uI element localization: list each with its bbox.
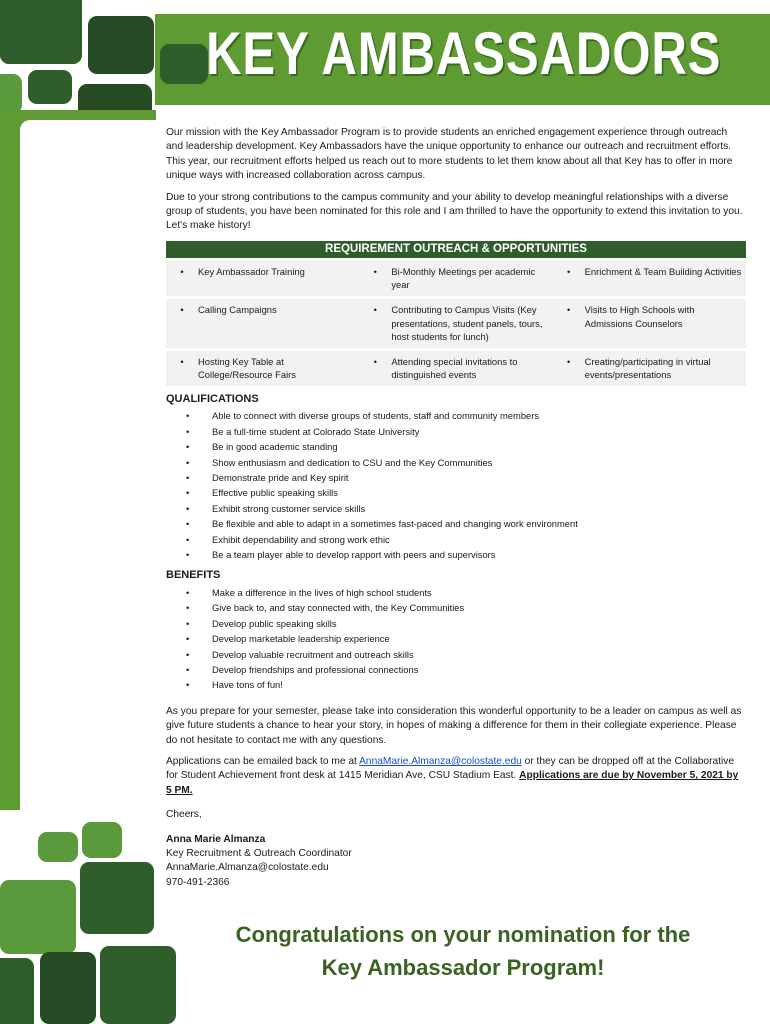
email-link[interactable]: AnnaMarie.Almanza@colostate.edu — [359, 755, 522, 767]
signature-role: Key Recruitment & Outreach Coordinator — [166, 847, 352, 859]
decor-square — [0, 880, 76, 954]
application-instructions: Applications can be emailed back to me at AnnaMarie.Almanza@colostate.edu or they can be dropped off at the Collaborative for Student Achievement front desk at 1415 Meridian Ave, CSU Stadium East. Applications are due by November 5, 2021 by 5 PM. — [166, 755, 739, 796]
list-item: • Able to connect with diverse groups of students, staff and community members — [186, 410, 540, 422]
decor-square — [82, 822, 122, 858]
list-item: • Be a team player able to develop rapport with peers and supervisors — [186, 549, 496, 561]
qualifications-title: QUALIFICATIONS — [166, 393, 259, 405]
decor-square — [88, 16, 154, 74]
requirements-table — [166, 258, 746, 389]
table-cell: • Contributing to Campus Visits (Key presentations, student panels, tours, host students for lunch) — [359, 299, 552, 348]
table-cell: • Bi-Monthly Meetings per academic year — [359, 261, 552, 296]
decor-square — [40, 952, 96, 1024]
list-item: • Show enthusiasm and dedication to CSU and the Key Communities — [186, 456, 493, 468]
intro-paragraph-2: Due to your strong contributions to the campus community and your ability to develop meaningful relationships with a diverse group of students, you have been nominated for this role and I am thrilled to have the opportunity to extend this invitation to you. Let's make history! — [166, 191, 743, 232]
list-item: • Develop valuable recruitment and outreach skills — [186, 648, 414, 660]
deadline-text: Applications are due by November 5, 2021 by 5 PM. — [166, 770, 739, 796]
decor-square — [160, 44, 208, 84]
cheers-text: Cheers, — [166, 809, 202, 821]
intro-paragraph-1: Our mission with the Key Ambassador Program is to provide students an enriched engagement experience through outreach and leadership development. Key Ambassadors have the unique opportunity to enhance our outreach and recruitment efforts. This year, our recruitment efforts helped us reach out to more students to let them know about all that Key has to offer in more unique ways with increased collaboration across campus. — [166, 127, 733, 182]
table-row — [166, 351, 746, 386]
table-cell: • Calling Campaigns — [166, 299, 359, 348]
list-item: • Develop marketable leadership experience — [186, 633, 390, 645]
congrats-line-1: Congratulations on your nomination for the — [235, 922, 691, 947]
table-cell: • Key Ambassador Training — [166, 261, 359, 296]
list-item: • Have tons of fun! — [186, 679, 283, 691]
table-cell: • Enrichment & Team Building Activities — [553, 261, 746, 296]
list-item: • Give back to, and stay connected with, the Key Communities — [186, 602, 465, 614]
decor-square — [80, 862, 154, 934]
closing-paragraph: As you prepare for your semester, please take into consideration this wonderful opportunity to be a leader on campus as well as give future students a chance to hear your story, in hopes of making a difference for them in their collegiate experience. Please do not hesitate to contact me with any questions. — [166, 705, 742, 746]
decor-square — [38, 832, 78, 862]
list-item: • Be flexible and able to adapt in a sometimes fast-paced and changing work environment — [186, 518, 578, 530]
table-row — [166, 299, 746, 348]
list-item: • Exhibit strong customer service skills — [186, 502, 366, 514]
side-strip-cut — [20, 120, 156, 820]
decor-square — [28, 70, 72, 104]
page-title: KEY AMBASSADORS — [206, 20, 722, 87]
congrats-line-2: Key Ambassador Program! — [321, 955, 605, 980]
congratulations-banner — [156, 918, 770, 984]
list-item: • Exhibit dependability and strong work ethic — [186, 533, 390, 545]
decor-square — [0, 74, 22, 114]
table-cell: • Attending special invitations to distinguished events — [359, 351, 552, 386]
list-item: • Make a difference in the lives of high school students — [186, 586, 432, 598]
requirements-header: REQUIREMENT OUTREACH & OPPORTUNITIES — [166, 241, 746, 258]
benefits-title: BENEFITS — [166, 569, 221, 582]
list-item: • Be a full-time student at Colorado State University — [186, 425, 420, 437]
table-cell: • Visits to High Schools with Admissions Counselors — [553, 299, 746, 348]
signature-email: AnnaMarie.Almanza@colostate.edu — [166, 862, 329, 874]
list-item: • Effective public speaking skills — [186, 487, 338, 499]
table-cell: • Hosting Key Table at College/Resource Fairs — [166, 351, 359, 386]
signature-phone: 970-491-2366 — [166, 876, 230, 888]
list-item: • Develop friendships and professional connections — [186, 663, 419, 675]
letter-body — [166, 126, 746, 890]
table-row — [166, 261, 746, 296]
closing-section — [166, 705, 746, 890]
qualifications-list — [186, 408, 746, 562]
benefits-list — [186, 585, 746, 693]
list-item: • Develop public speaking skills — [186, 617, 337, 629]
signature-name: Anna Marie Almanza — [166, 833, 266, 845]
decor-square — [0, 0, 82, 64]
decor-square — [0, 958, 34, 1024]
list-item: • Demonstrate pride and Key spirit — [186, 472, 349, 484]
table-cell: • Creating/participating in virtual events/presentations — [553, 351, 746, 386]
list-item: • Be in good academic standing — [186, 441, 338, 453]
